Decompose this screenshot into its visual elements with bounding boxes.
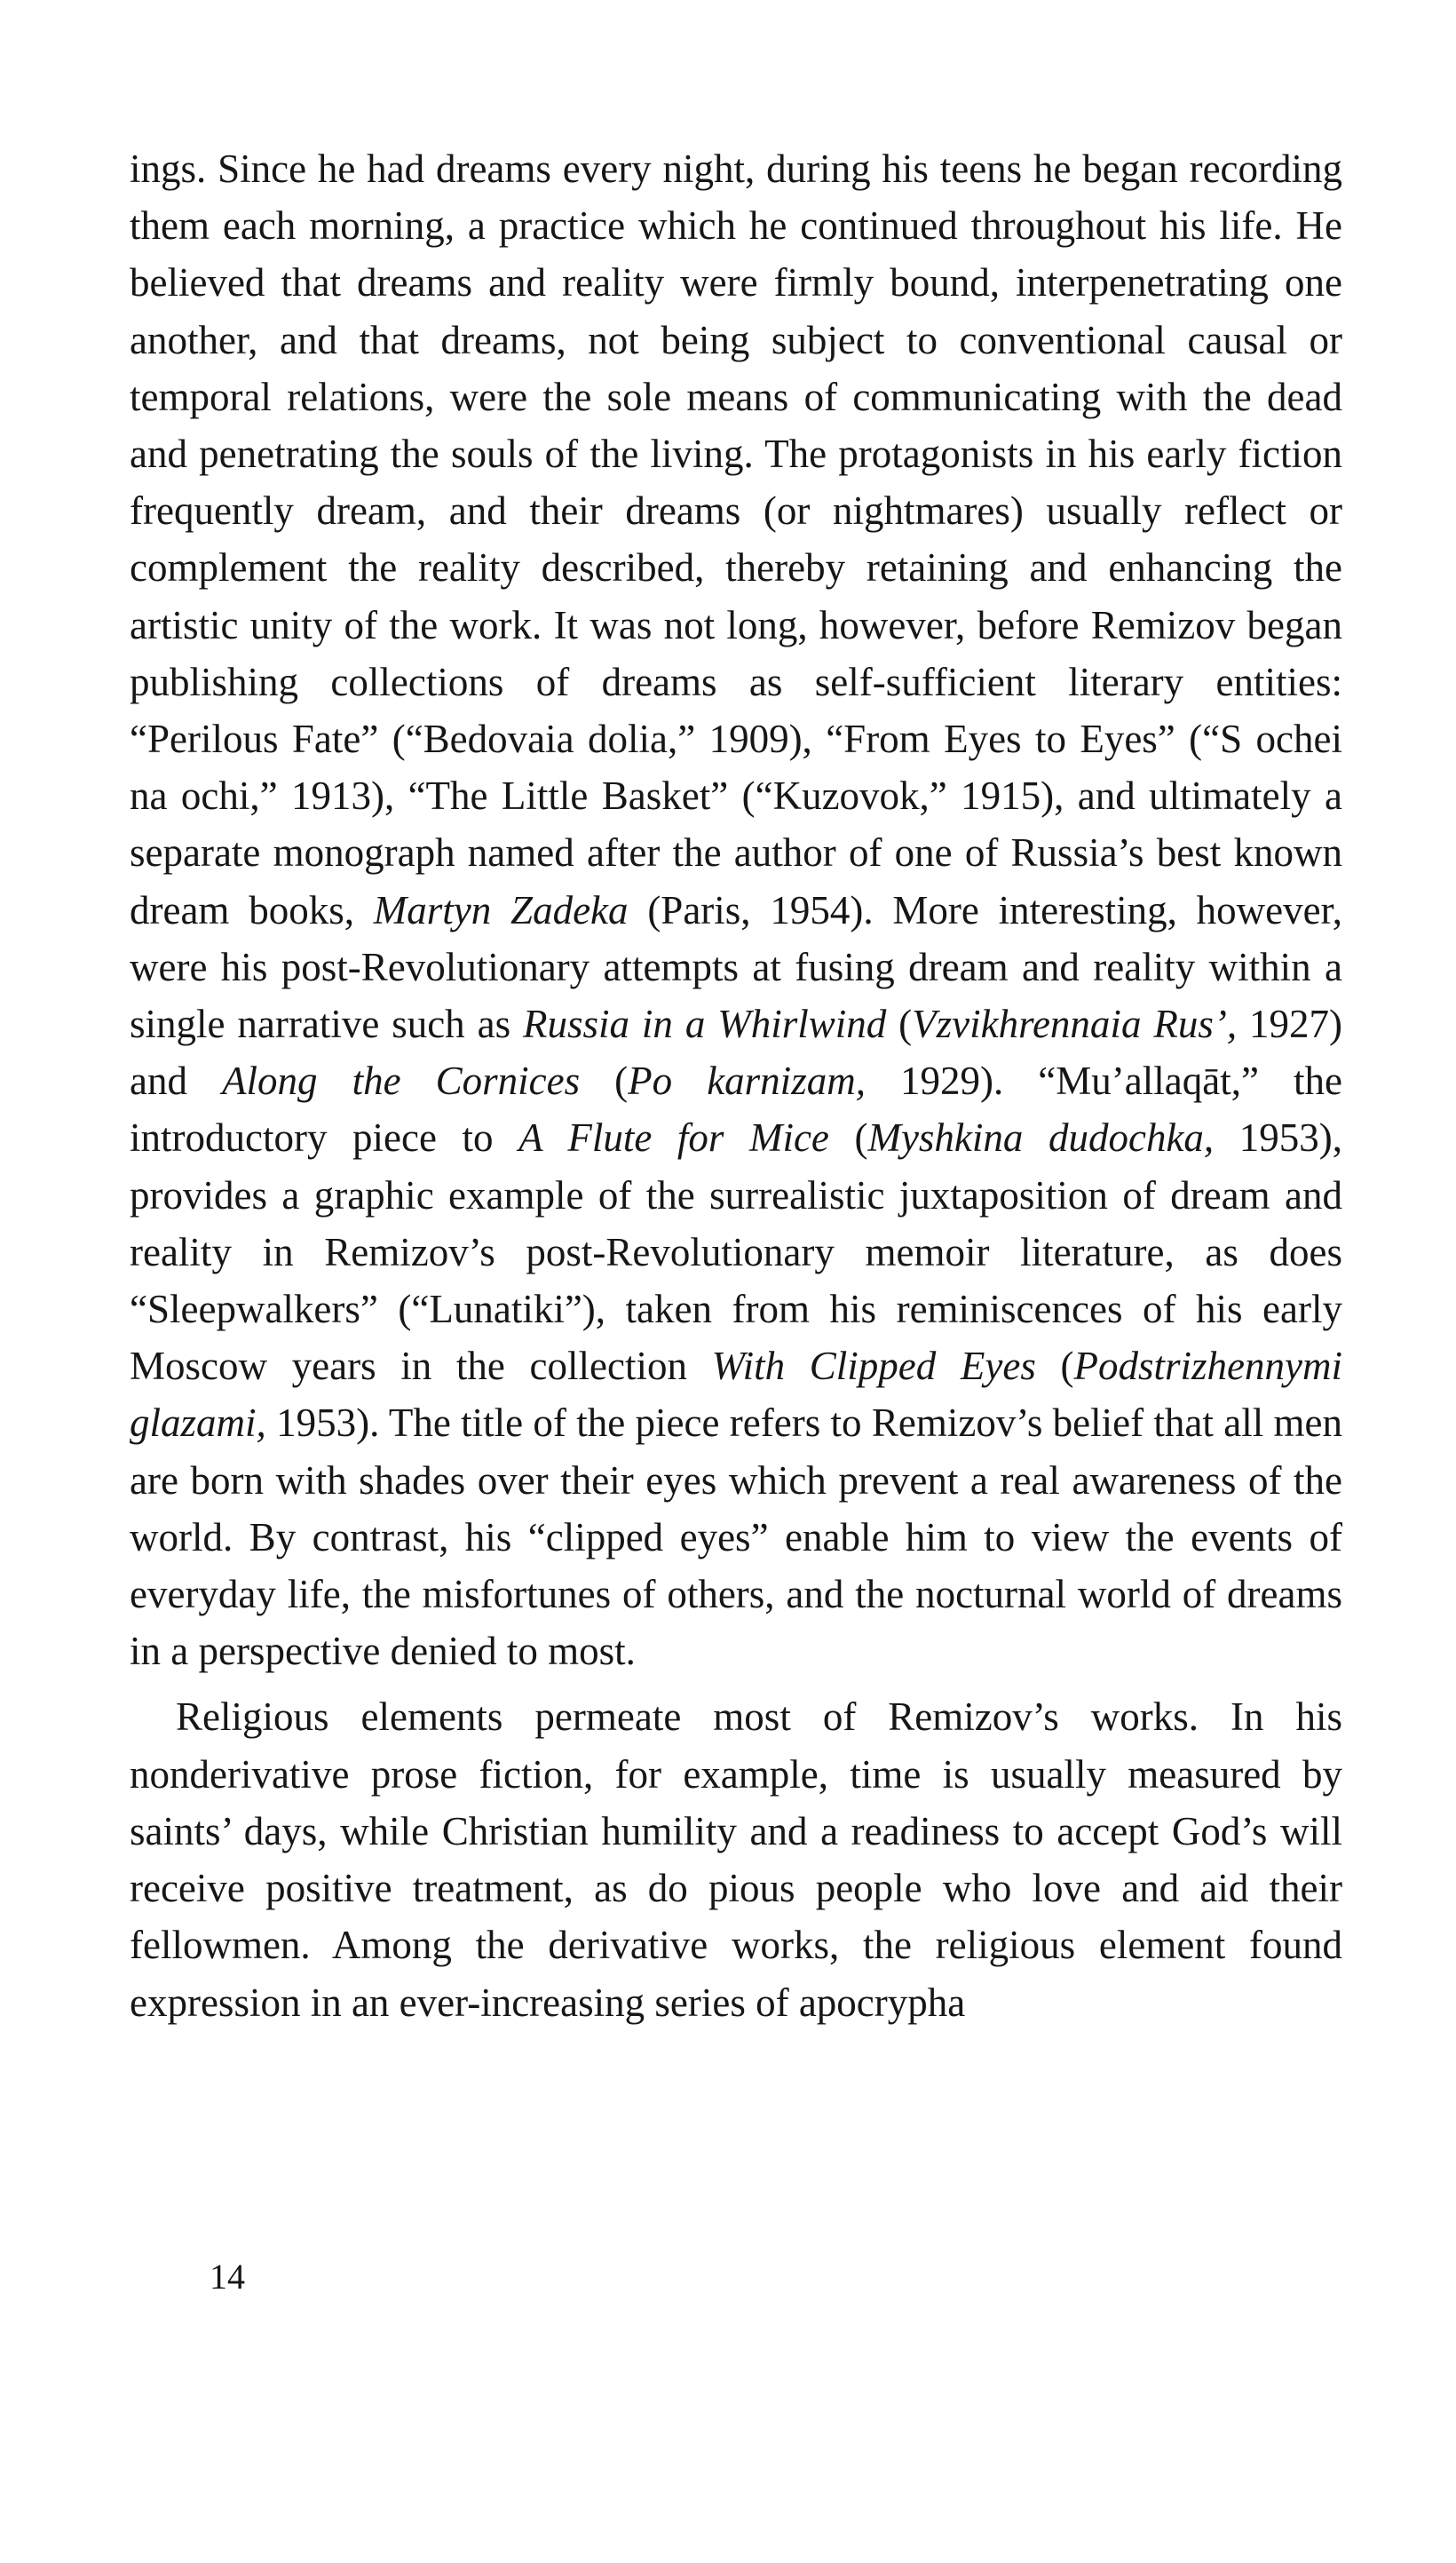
text-segment: 1929). “Mu’allaqāt,” the introductory piece to [130,1059,1342,1161]
text-segment: 1953), provides a graphic example of the surrealistic juxtaposition of dream and reality in Remizov’s post-Revolutionary memoir literature, as does “Sleepwalkers” (“Lunatiki”), taken from his reminiscences of his early Moscow years in the collection [130,1115,1342,1389]
italic-title: Myshkina dudochka, [867,1115,1215,1161]
text-segment: ( [886,1002,913,1047]
italic-title: Martyn Zadeka [373,887,629,932]
text-segment: ings. Since he had dreams every night, during his teens he began recording them each morning, a practice which he continued throughout his life. He believed that dreams and reality were firmly bound, interpenetrating one another, and that dreams, not being subject to conventional causal or temporal relations, were the sole means of communicating with the dead and penetrating the souls of the living. The protagonists in his early fiction frequently dream, and their dreams (or nightmares) usually reflect or complement the reality described, thereby retaining and enhancing the artistic unity of the work. It was not long, however, before Remizov began publishing collections of dreams as self-sufficient literary entities: “Perilous Fate” (“Bedovaia dolia,” 1909), “From Eyes to Eyes” (“S ochei na ochi,” 1913), “The Little Basket” (“Kuzovok,” 1915), and ultimately a separate monograph named after the author of one of Russia’s best known dream books, [130,147,1342,932]
italic-title: A Flute for Mice [518,1115,829,1161]
body-text [130,140,1342,2031]
text-segment: ( [580,1059,629,1104]
italic-title: Podstrizhennymi glazami, [130,1344,1342,1446]
paragraph-1 [130,140,1342,1679]
text-segment: ( [828,1115,868,1161]
page-number: 14 [210,2257,245,2297]
italic-title: Along the Cornices [222,1059,581,1104]
italic-title: With Clipped Eyes [711,1344,1036,1389]
italic-title: Po karnizam, [628,1059,866,1104]
text-segment: 1953). The title of the piece refers to Remizov’s belief that all men are born with shades over their eyes which prevent a real awareness of the world. By contrast, his “clipped eyes” enable him to view the events of everyday life, the misfortunes of others, and the nocturnal world of dreams in a perspective denied to most. [130,1401,1342,1674]
italic-title: Vzvikhrennaia Rus’, [912,1002,1238,1047]
text-segment: ( [1035,1344,1074,1389]
paragraph-2 [130,1688,1342,2030]
italic-title: Russia in a Whirlwind [523,1002,887,1047]
text-segment: 1927) and [130,1002,1342,1104]
text-segment: (Paris, 1954). More interesting, however, were his post-Revolutionary attempts at fusing dream and reality within a single narrative such as [130,887,1342,1047]
text-segment: Religious elements permeate most of Remizov’s works. In his nonderivative prose fiction, for example, time is usually measured by saints’ days, while Christian humility and a readiness to accept God’s will receive positive treatment, as do pious people who love and aid their fellowmen. Among the derivative works, the religious element found expression in an ever-increasing series of apocrypha [130,1694,1342,2025]
